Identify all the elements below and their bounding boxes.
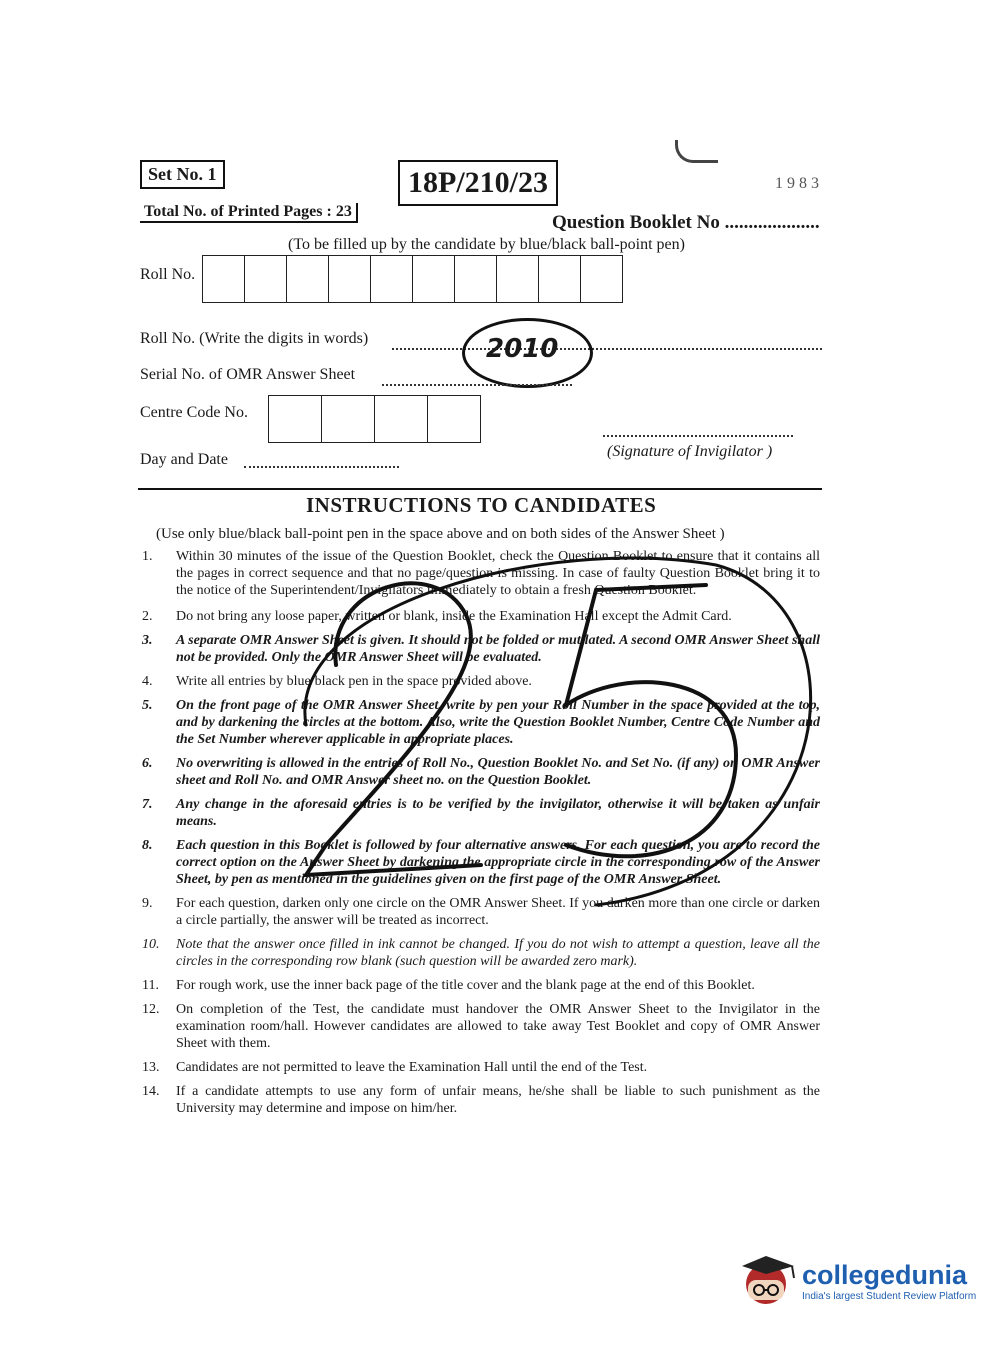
roll-no-label: Roll No. (140, 266, 196, 283)
handwritten-year: 2010 (486, 334, 559, 364)
roll-no-boxes[interactable] (202, 255, 623, 303)
brand-tagline: India's largest Student Review Platform (802, 1291, 977, 1302)
instruction-item: 2. Do not bring any loose paper, written or blank, inside the Examination Hall except the Admit Card. (142, 609, 732, 624)
roll-box[interactable] (287, 256, 329, 302)
centre-box[interactable] (322, 396, 375, 442)
day-date-label: Day and Date (140, 451, 228, 468)
svg-text:25: 25 (266, 545, 267, 546)
instruction-item: 10. Note that the answer once filled in ink cannot be changed. If you do not wish to attempt a question, leave all the circles in the corresponding row blank (such question will be awarded zero mark). (142, 937, 820, 969)
day-date-line[interactable] (244, 466, 399, 468)
roll-box[interactable] (245, 256, 287, 302)
printed-pages: Total No. of Printed Pages : 23 (140, 203, 358, 223)
instruction-item: 13. Candidates are not permitted to leave the Examination Hall until the end of the Test. (142, 1060, 648, 1075)
roll-words-label: Roll No. (Write the digits in words) (140, 330, 369, 347)
paper-code: 18P/210/23 (398, 160, 558, 206)
roll-box[interactable] (329, 256, 371, 302)
instruction-item: 14. If a candidate attempts to use any form of unfair means, he/she shall be liable to such punishment as the University may determine and impose on him/her. (142, 1084, 820, 1116)
roll-box[interactable] (455, 256, 497, 302)
centre-code-label: Centre Code No. (140, 404, 248, 421)
instruction-item: 12. On completion of the Test, the candidate must handover the OMR Answer Sheet to the Invigilator in the examination room/hall. However candidates are allowed to take away Test Booklet and copy of OMR Answer Sheet with them. (142, 1002, 820, 1051)
set-number: Set No. 1 (140, 160, 225, 189)
roll-box[interactable] (413, 256, 455, 302)
instruction-item: 5. On the front page of the OMR Answer Sheet, write by pen your Roll Number in the space provided at the top, and by darkening the circles at the bottom. Also, write the Question Booklet Number, Centre Code Number and the Set Number wherever applicable in appropriate places. (142, 698, 820, 747)
roll-box[interactable] (581, 256, 622, 302)
instruction-item: 11. For rough work, use the inner back page of the title cover and the blank page at the end of this Booklet. (142, 978, 755, 993)
mascot-icon (742, 1252, 798, 1310)
roll-words-line[interactable] (392, 348, 822, 350)
brand-name: collegedunia (802, 1260, 968, 1290)
top-number: 1 9 8 3 (775, 175, 819, 192)
instruction-item: 1. Within 30 minutes of the issue of the Question Booklet, check the Question Booklet to ensure that it contains all the pages in correct sequence and that no page/question is missing. In case of faulty Question Booklet bring it to the notice of the Superintendent/Invigilators immediately to obtain a fresh Question Booklet. (142, 549, 820, 598)
roll-box[interactable] (371, 256, 413, 302)
roll-box[interactable] (539, 256, 581, 302)
instructions-note: (Use only blue/black ball-point pen in the space above and on both sides of the Answer Sheet ) (156, 526, 725, 542)
instruction-item: 9. For each question, darken only one circle on the OMR Answer Sheet. If you darken more than one circle or darken a circle partially, the answer will be treated as incorrect. (142, 896, 820, 928)
omr-serial-label: Serial No. of OMR Answer Sheet (140, 366, 356, 383)
instruction-item: 8. Each question in this Booklet is followed by four alternative answers. For each question, you are to record the correct option on the Answer Sheet by darkening the appropriate circle in the corresponding row of the Answer Sheet, by pen as mentioned in the guidelines given on the first page of the OMR Answer Sheet. (142, 838, 820, 887)
corner-scribble (675, 140, 718, 163)
omr-serial-line[interactable] (382, 384, 572, 386)
section-divider (138, 488, 822, 490)
collegedunia-logo (742, 1252, 976, 1310)
signature-label: (Signature of Invigilator ) (607, 443, 773, 460)
fill-instruction: (To be filled up by the candidate by blue/black ball-point pen) (288, 236, 685, 253)
instruction-item: 6. No overwriting is allowed in the entries of Roll No., Question Booklet No. and Set No. (if any) on OMR Answer sheet and Roll No. and OMR Answer sheet no. on the Question Booklet. (142, 756, 820, 788)
centre-box[interactable] (428, 396, 480, 442)
centre-box[interactable] (375, 396, 428, 442)
roll-box[interactable] (203, 256, 245, 302)
instruction-item: 4. Write all entries by blue/black pen in the space provided above. (142, 674, 532, 689)
centre-code-boxes[interactable] (268, 395, 481, 443)
instruction-item: 3. A separate OMR Answer Sheet is given. It should not be folded or mutilated. A second OMR Answer Sheet shall not be provided. Only the OMR Answer Sheet will be evaluated. (142, 633, 820, 665)
signature-line[interactable] (603, 435, 793, 437)
centre-box[interactable] (269, 396, 322, 442)
roll-box[interactable] (497, 256, 539, 302)
instruction-item: 7. Any change in the aforesaid entries is to be verified by the invigilator, otherwise it will be taken as unfair means. (142, 797, 820, 829)
question-booklet-number: Question Booklet No .................... (552, 212, 820, 233)
instructions-list (142, 548, 820, 1117)
instructions-title: INSTRUCTIONS TO CANDIDATES (306, 493, 657, 517)
